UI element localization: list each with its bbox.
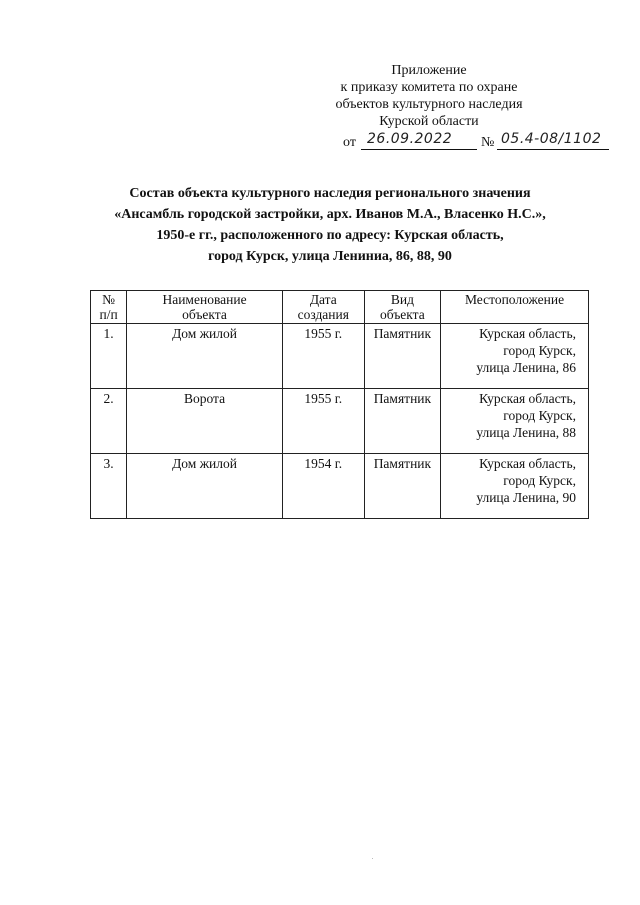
- order-date-field: [361, 133, 477, 150]
- table-header: [91, 291, 589, 324]
- appendix-header: [304, 62, 554, 130]
- objects-table: [90, 290, 589, 519]
- location-line: город Курск,: [503, 343, 576, 358]
- header-date: [282, 291, 364, 324]
- header-type: [364, 291, 440, 324]
- header-location-line-1: Местоположение: [464, 292, 565, 307]
- row-date: 1955 г.: [282, 324, 364, 389]
- table-row: [91, 324, 589, 389]
- row-num: 3.: [91, 454, 127, 519]
- row-num: 1.: [91, 324, 127, 389]
- row-name: Дом жилой: [127, 324, 283, 389]
- row-location: [441, 324, 589, 389]
- header-name: [127, 291, 283, 324]
- header-num-line-2: п/п: [99, 307, 118, 322]
- location-line: город Курск,: [503, 473, 576, 488]
- table-body: [91, 324, 589, 519]
- order-date-handwritten: 26.09.2022: [367, 131, 453, 147]
- row-type: Памятник: [364, 389, 440, 454]
- appendix-line-3: объектов культурного наследия: [335, 97, 523, 112]
- header-name-line-1: Наименование: [162, 292, 247, 307]
- appendix-line-2: к приказу комитета по охране: [340, 80, 518, 95]
- location-line: город Курск,: [503, 408, 576, 423]
- row-type: Памятник: [364, 454, 440, 519]
- location-line: улица Ленина, 86: [476, 360, 576, 375]
- header-location: [441, 291, 589, 324]
- table-row: [91, 389, 589, 454]
- location-line: улица Ленина, 88: [476, 425, 576, 440]
- table-row: [91, 454, 589, 519]
- row-location: [441, 389, 589, 454]
- title-line-3: 1950-е гг., расположенного по адресу: Курская область,: [156, 228, 504, 243]
- location-line: улица Ленина, 90: [476, 490, 576, 505]
- row-date: 1954 г.: [282, 454, 364, 519]
- header-date-line-2: создания: [297, 307, 349, 322]
- location-line: Курская область,: [479, 391, 576, 406]
- scan-speck: [372, 858, 373, 859]
- order-number-label: №: [481, 135, 495, 150]
- title-line-4: город Курск, улица Лениниа, 86, 88, 90: [208, 249, 452, 264]
- table-header-row: [91, 291, 589, 324]
- appendix-line-4: Курской области: [379, 114, 479, 129]
- header-num-line-1: №: [102, 292, 116, 307]
- location-line: Курская область,: [479, 456, 576, 471]
- row-name: Ворота: [127, 389, 283, 454]
- order-number-field: [497, 133, 609, 150]
- row-date: 1955 г.: [282, 389, 364, 454]
- document-title: [70, 183, 590, 267]
- location-line: Курская область,: [479, 326, 576, 341]
- row-type: Памятник: [364, 324, 440, 389]
- order-reference: [343, 133, 613, 153]
- header-num: [91, 291, 127, 324]
- header-type-line-1: Вид: [390, 292, 414, 307]
- appendix-line-1: Приложение: [391, 63, 467, 78]
- title-line-2: «Ансамбль городской застройки, арх. Иванов М.А., Власенко Н.С.»,: [114, 207, 546, 222]
- row-num: 2.: [91, 389, 127, 454]
- row-location: [441, 454, 589, 519]
- order-number-handwritten: 05.4-08/1102: [501, 131, 602, 147]
- order-from-label: от: [343, 135, 356, 150]
- header-name-line-2: объекта: [182, 307, 227, 322]
- header-date-line-1: Дата: [309, 292, 337, 307]
- title-line-1: Состав объекта культурного наследия регионального значения: [129, 186, 531, 201]
- header-type-line-2: объекта: [380, 307, 425, 322]
- row-name: Дом жилой: [127, 454, 283, 519]
